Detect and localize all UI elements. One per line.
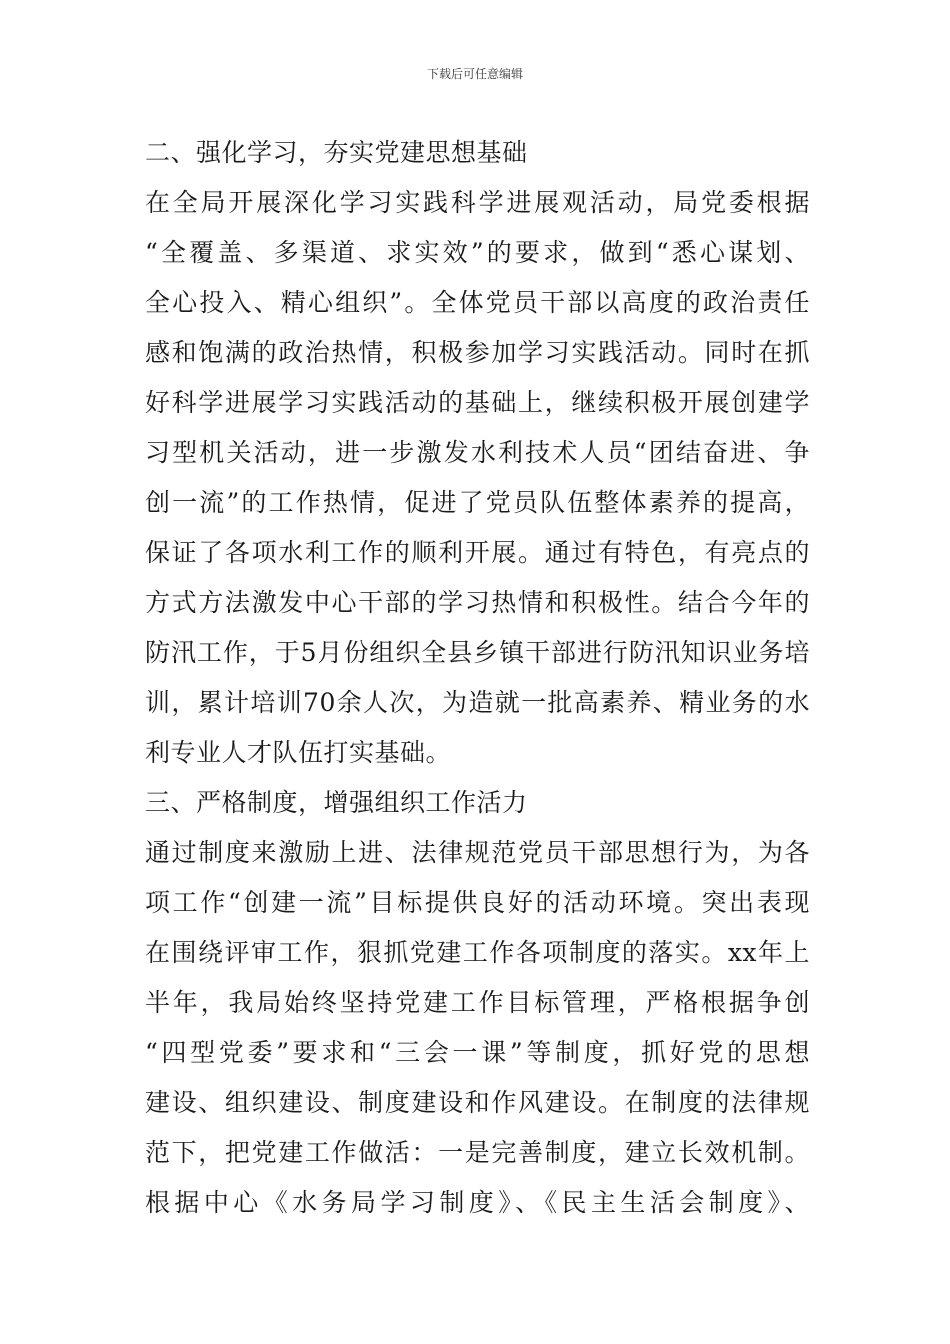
paragraph-line: 全心投入、精心组织”。全体党员干部以高度的政治责任	[145, 288, 810, 317]
paragraph-line: 通过制度来激励上进、法律规范党员干部思想行为，为各	[145, 838, 810, 867]
section-heading: 二、强化学习，夯实党建思想基础	[145, 138, 528, 167]
paragraph-line: 方式方法激发中心干部的学习热情和积极性。结合今年的	[145, 588, 810, 617]
paragraph-line: 保证了各项水利工作的顺利开展。通过有特色，有亮点的	[145, 538, 810, 567]
paragraph-line: “四型党委”要求和“三会一课”等制度，抓好党的思想	[145, 1038, 810, 1067]
paragraph-line: 在全局开展深化学习实践科学进展观活动，局党委根据	[145, 188, 810, 217]
section-heading: 三、严格制度，增强组织工作活力	[145, 788, 528, 817]
paragraph-line: 感和饱满的政治热情，积极参加学习实践活动。同时在抓	[145, 338, 810, 367]
paragraph-line: 创一流”的工作热情，促进了党员队伍整体素养的提高，	[145, 488, 810, 517]
paragraph-line: “全覆盖、多渠道、求实效”的要求，做到“悉心谋划、	[145, 238, 810, 267]
paragraph-line: 在围绕评审工作，狠抓党建工作各项制度的落实。xx年上	[145, 938, 810, 967]
paragraph-line: 根据中心《水务局学习制度》、《民主生活会制度》、	[145, 1188, 810, 1217]
paragraph-line: 训，累计培训70余人次，为造就一批高素养、精业务的水	[145, 688, 810, 717]
document-body	[145, 128, 810, 1228]
paragraph-line: 建设、组织建设、制度建设和作风建设。在制度的法律规	[145, 1088, 810, 1117]
paragraph-line: 好科学进展学习实践活动的基础上，继续积极开展创建学	[145, 388, 810, 417]
paragraph-line: 利专业人才队伍打实基础。	[145, 738, 452, 767]
paragraph-line: 范下，把党建工作做活：一是完善制度，建立长效机制。	[145, 1138, 810, 1167]
page-header-note: 下载后可任意编辑	[426, 67, 523, 81]
paragraph-line: 项工作“创建一流”目标提供良好的活动环境。突出表现	[145, 888, 810, 917]
paragraph-line: 防汛工作，于5月份组织全县乡镇干部进行防汛知识业务培	[145, 638, 810, 667]
paragraph-line: 习型机关活动，进一步激发水利技术人员“团结奋进、争	[145, 438, 810, 467]
paragraph-line: 半年，我局始终坚持党建工作目标管理，严格根据争创	[145, 988, 810, 1017]
